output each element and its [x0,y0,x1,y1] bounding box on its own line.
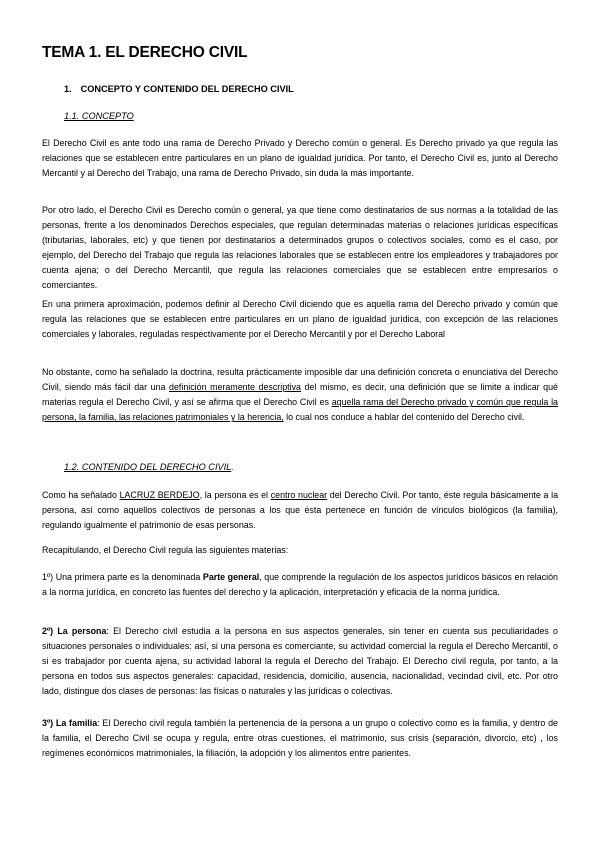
text-run: , la persona es el [199,490,271,500]
text-run: : El Derecho civil regula también la pertenencia de la persona a un grupo o colectivo como es la familia, y dentro de la familia, el Derecho Civil se ocupa y regula, entre otras cuestiones, el matrimonio, sus crisis (separación, divorcio, etc) , los regímenes económicos matrimoniales, la filiación, la adopción y los alimentos entre parientes. [42,718,558,759]
bold-text: 2º) La persona [42,626,107,636]
text-run: del mismo, es decir, una definición que se limite a indicar qué materias regula el Derecho Civil, y así se afirma que el Derecho Civil es [42,382,558,408]
text-run: 1º) Una primera parte es la denominada [42,572,203,582]
heading-period: . [231,462,234,472]
paragraph-concepto-4 [42,365,558,425]
subsection-heading-contenido [64,462,234,472]
list-item-la-persona [42,624,558,699]
underlined-text: LACRUZ BERDEJO [119,490,200,500]
paragraph-concepto-1: El Derecho Civil es ante todo una rama de Derecho Privado y Derecho común o general. Es Derecho privado ya que regula las relaciones que se establecen entre particulares en un plano de igualdad jurídica. Por tanto, el Derecho Civil es, junto al Derecho Mercantil y al Derecho del Trabajo, una rama de Derecho Privado, sin duda la más importante. [42,138,558,179]
text-run: , que comprende la regulación de los aspectos jurídicos básicos en relación a la norma jurídica, en concreto las fuentes del derecho y la aplicación, interpretación y eficacia de la norma jurídica. [42,572,558,598]
section-heading-text: CONCEPTO Y CONTENIDO DEL DERECHO CIVIL [80,84,294,94]
text-run: No obstante, como ha señalado la doctrina, resulta prácticamente imposible dar una definición concreta o enunciativa del Derecho Civil, siendo más fácil dar una [42,367,558,393]
paragraph-contenido-1 [42,488,558,533]
paragraph-concepto-2: Por otro lado, el Derecho Civil es Derecho común o general, ya que tiene como destinatarios de sus normas a la totalidad de las personas, frente a los denominados Derechos especiales, que regulan determinadas materias o relaciones jurídicas específicas (tributarias, laborales, etc) y que tienen por destinatarios a determinados grupos o colectivos sociales, como es el caso, por ejemplo, del Derecho del Trabajo que regula las relaciones laborales que se establecen entre los empleadores y trabajadores por cuenta ajena; o del Derecho Mercantil, que regula las relaciones comerciales que se establecen entre empresarios o comerciantes. [42,205,558,291]
page-title: TEMA 1. EL DERECHO CIVIL [42,44,248,61]
text-run: Como ha señalado [42,490,120,500]
subsection-heading-text: 1.2. CONTENIDO DEL DERECHO CIVIL [64,462,232,472]
text-run: : El Derecho civil estudia a la persona en sus aspectos generales, sin tener en cuenta sus peculiaridades o situaciones personales o individuales: así, si una persona es comerciante, su actividad comercial la regula el Derecho Mercantil, o si es trabajador por cuenta ajena, su actividad laboral la regula el Derecho del Trabajo. El Derecho civil regula, por tanto, a la persona en todos sus aspectos generales: capacidad, residencia, domicilio, ausencia, nacionalidad, vecindad civil, etc. Por otro lado, distingue dos clases de personas: las físicas o naturales y las jurídicas o colectivas. [42,626,558,697]
underlined-text: definición meramente descriptiva [169,382,301,393]
paragraph-concepto-3: En una primera aproximación, podemos definir al Derecho Civil diciendo que es aquella rama del Derecho privado y común que regula las relaciones que se establecen entre particulares en un plano de igualdad jurídica, con excepción de las relaciones comerciales y laborales, reguladas respectivamente por el Derecho Mercantil y por el Derecho Laboral [42,299,558,340]
bold-text: 3º) La familia [42,718,98,728]
subsection-heading-concepto: 1.1. CONCEPTO [64,111,134,121]
underlined-text: aquella rama del Derecho privado y común que regula la persona, la familia, las relaciones patrimoniales y la herencia, [42,397,558,423]
bold-text: Parte general [202,572,260,582]
underlined-text: centro nuclear [270,490,328,500]
section-heading [64,84,294,94]
paragraph-contenido-2: Recapitulando, el Derecho Civil regula las siguientes materias: [42,545,289,555]
section-number: 1. [64,84,72,94]
list-item-la-familia [42,716,558,761]
list-item-parte-general [42,570,558,600]
text-run: del Derecho Civil. Por tanto, éste regula básicamente a la persona, así como aquellos colectivos de personas a los que ésta pertenece en función de vínculos biológicos (la familia), regulando igualmente el patrimonio de esas personas. [42,490,559,531]
text-run: lo cual nos conduce a hablar del contenido del Derecho civil. [283,412,525,423]
